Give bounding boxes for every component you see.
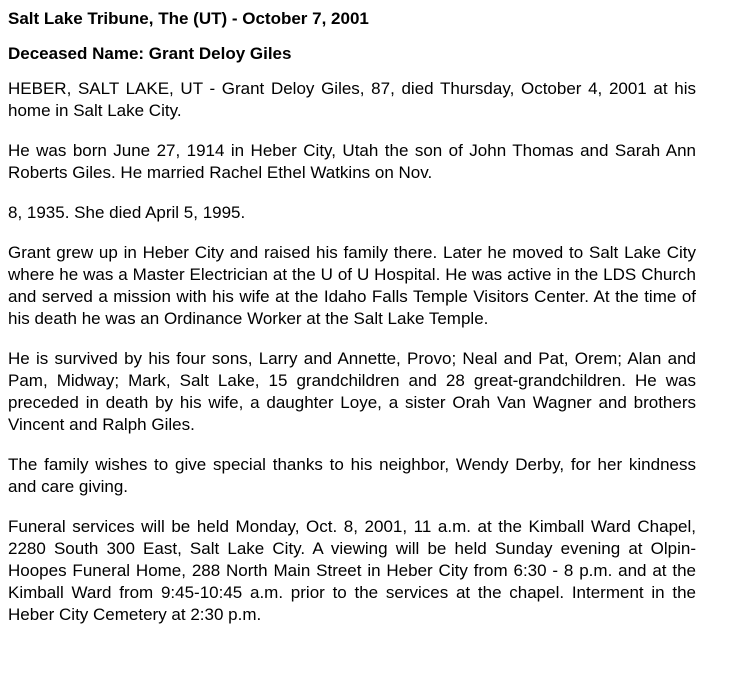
paragraph-life: Grant grew up in Heber City and raised his family there. Later he moved to Salt Lake City where he was a Master Electrician at the U of U Hospital. He was active in the LDS Church and served a mission with his wife at the Idaho Falls Temple Visitors Center. At the time of his death he was an Ordinance Worker at the Salt Lake Temple. xyxy=(8,243,696,328)
paragraph-funeral: Funeral services will be held Monday, Oct. 8, 2001, 11 a.m. at the Kimball Ward Chapel, 2280 South 300 East, Salt Lake City. A viewing will be held Sunday evening at Olpin-Hoopes Funeral Home, 288 North Main Street in Heber City from 6:30 - 8 p.m. and at the Kimball Ward from 9:45-10:45 a.m. prior to the services at the chapel. Interment in the Heber City Cemetery at 2:30 p.m. xyxy=(8,517,696,624)
paragraph-survivors: He is survived by his four sons, Larry and Annette, Provo; Neal and Pat, Orem; Alan and Pam, Midway; Mark, Salt Lake, 15 grandchildren and 28 great-grandchildren. He was preceded in death by his wife, a daughter Loye, a sister Orah Van Wagner and brothers Vincent and Ralph Giles. xyxy=(8,349,696,434)
newspaper-source-line: Salt Lake Tribune, The (UT) - October 7, 2001 xyxy=(8,9,369,28)
paragraph-thanks: The family wishes to give special thanks to his neighbor, Wendy Derby, for her kindness and care giving. xyxy=(8,455,696,496)
deceased-name-line: Deceased Name: Grant Deloy Giles xyxy=(8,44,292,63)
paragraph-birth: He was born June 27, 1914 in Heber City, Utah the son of John Thomas and Sarah Ann Roberts Giles. He married Rachel Ethel Watkins on Nov. xyxy=(8,141,696,182)
paragraph-marriage-date: 8, 1935. She died April 5, 1995. xyxy=(8,203,246,222)
paragraph-death-notice: HEBER, SALT LAKE, UT - Grant Deloy Giles, 87, died Thursday, October 4, 2001 at his home in Salt Lake City. xyxy=(8,79,696,120)
